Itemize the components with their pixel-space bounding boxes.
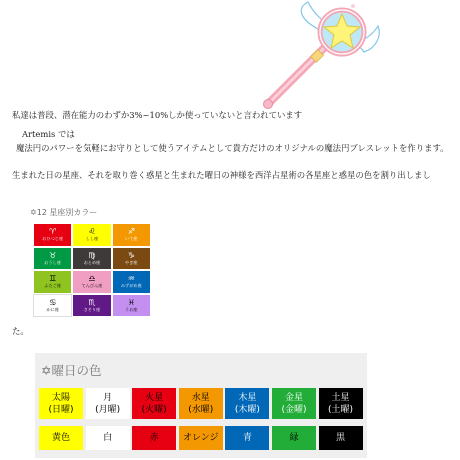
zodiac-name: いて座 — [125, 236, 138, 242]
zodiac-symbol-icon: ♐ — [127, 227, 135, 237]
weekday-color-cell — [132, 426, 176, 450]
zodiac-name: うお座 — [125, 306, 138, 312]
weekday-color-row — [39, 426, 363, 450]
weekday-name: (月曜) — [95, 404, 121, 415]
zodiac-color-title: ✡12 星座別カラー — [30, 208, 98, 217]
weekday-planet-cell — [319, 388, 363, 419]
weekday-color-cell — [319, 426, 363, 450]
zodiac-cell — [113, 271, 150, 293]
zodiac-cell — [73, 295, 110, 317]
weekday-color-panel — [35, 353, 367, 458]
planet-name: 土星 — [331, 392, 350, 403]
zodiac-cell — [113, 224, 150, 246]
color-name: 緑 — [289, 433, 299, 443]
zodiac-name: さそり座 — [83, 306, 101, 312]
color-name: 赤 — [149, 433, 159, 443]
planet-name: 火星 — [145, 392, 164, 403]
color-name: 青 — [242, 433, 252, 443]
weekday-planet-cell — [225, 388, 269, 419]
zodiac-cell — [34, 224, 71, 246]
paragraph-brand: Artemis では — [22, 129, 75, 139]
zodiac-cell — [73, 248, 110, 270]
weekday-planet-cell — [179, 388, 223, 419]
zodiac-name: おとめ座 — [83, 259, 101, 265]
weekday-color-cell — [179, 426, 223, 450]
weekday-planet-cell — [86, 388, 130, 419]
weekday-name: (日曜) — [48, 404, 74, 415]
zodiac-name: おうし座 — [44, 259, 62, 265]
zodiac-symbol-icon: ♉ — [49, 250, 57, 260]
zodiac-symbol-icon: ♊ — [49, 274, 57, 284]
weekday-color-cell — [86, 426, 130, 450]
color-name: 黒 — [336, 433, 346, 443]
color-name: 黄色 — [51, 433, 70, 443]
zodiac-name: やぎ座 — [125, 259, 138, 265]
weekday-name: (火曜) — [141, 404, 167, 415]
zodiac-symbol-icon: ♈ — [49, 227, 57, 237]
weekday-color-cell — [272, 426, 316, 450]
weekday-color-cell — [39, 426, 83, 450]
weekday-name: (金曜) — [281, 404, 307, 415]
zodiac-symbol-icon: ♒ — [127, 274, 135, 284]
zodiac-symbol-icon: ♌ — [88, 227, 96, 237]
planet-name: 木星 — [238, 392, 257, 403]
zodiac-name: おひつじ座 — [42, 236, 64, 242]
paragraph-potential: 私達は普段、潜在能力のわずか3%~10%しか使っていないと言われています — [12, 110, 303, 120]
magic-wand-illustration — [248, 0, 383, 110]
weekday-planet-row — [39, 388, 363, 419]
zodiac-symbol-icon: ♍ — [88, 250, 96, 260]
planet-name: 水星 — [191, 392, 210, 403]
color-name: 白 — [103, 433, 113, 443]
zodiac-symbol-icon: ♓ — [127, 297, 135, 307]
zodiac-symbol-icon: ♎ — [88, 274, 96, 284]
zodiac-name: みずがめ座 — [120, 283, 142, 289]
zodiac-cell — [73, 224, 110, 246]
zodiac-symbol-icon: ♑ — [127, 250, 135, 260]
weekday-name: (水曜) — [188, 404, 214, 415]
zodiac-name: ふたご座 — [44, 283, 62, 289]
planet-name: 金星 — [284, 392, 303, 403]
zodiac-cell — [73, 271, 110, 293]
zodiac-symbol-icon: ♏ — [88, 297, 96, 307]
zodiac-cell — [34, 295, 71, 317]
zodiac-cell — [34, 248, 71, 270]
zodiac-cell — [113, 248, 150, 270]
paragraph-end: た。 — [12, 326, 29, 336]
weekday-planet-cell — [272, 388, 316, 419]
planet-name: 太陽 — [51, 392, 70, 403]
zodiac-name: しし座 — [85, 236, 99, 242]
zodiac-cell — [113, 295, 150, 317]
color-name: オレンジ — [183, 433, 219, 443]
weekday-planet-cell — [132, 388, 176, 419]
zodiac-name: かに座 — [46, 306, 59, 312]
weekday-color-title: ✡曜日の色 — [41, 363, 102, 378]
zodiac-cell — [34, 271, 71, 293]
paragraph-astrology: 生まれた日の星座、それを取り巻く惑星と生まれた曜日の神様を西洋占星術の各星座と惑星の色を割り出しまし — [12, 170, 431, 180]
planet-name: 月 — [103, 392, 113, 403]
weekday-name: (土曜) — [328, 404, 354, 415]
zodiac-name: てんびん座 — [81, 283, 103, 289]
weekday-name: (木曜) — [234, 404, 260, 415]
weekday-planet-cell — [39, 388, 83, 419]
weekday-color-cell — [225, 426, 269, 450]
zodiac-color-grid — [34, 224, 150, 316]
zodiac-symbol-icon: ♋ — [49, 297, 57, 307]
paragraph-bracelet: 魔法円のパワーを気軽にお守りとして使うアイテムとして貴方だけのオリジナルの魔法円ブレスレットを作ります。 — [16, 143, 449, 153]
